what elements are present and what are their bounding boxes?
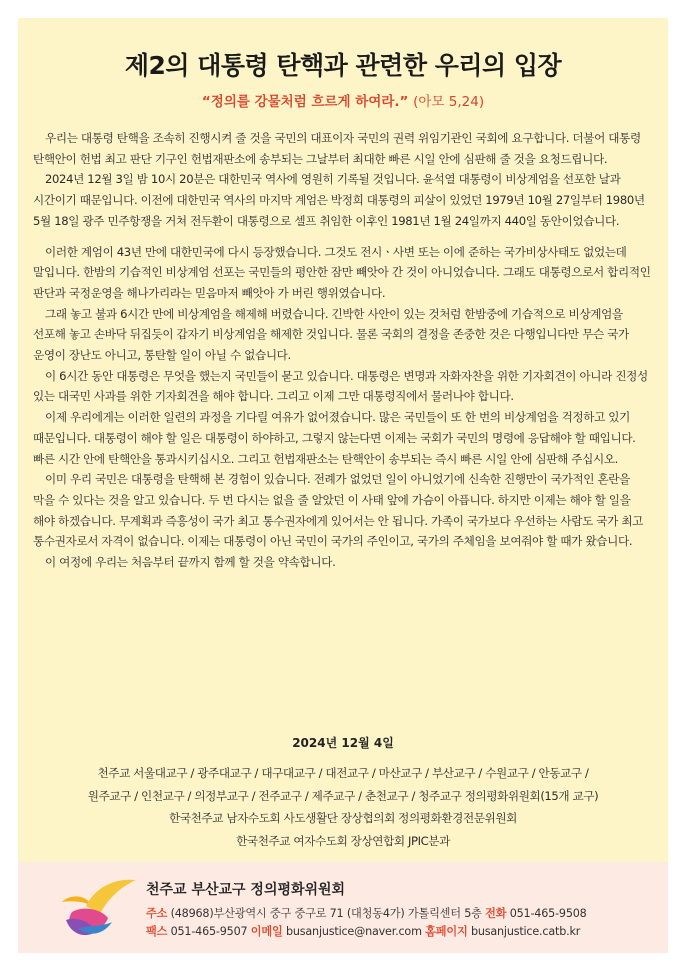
paragraph: 이 여정에 우리는 처음부터 끝까지 함께 할 것을 약속합니다.	[45, 555, 336, 570]
homepage-label: 홈페이지	[425, 925, 468, 938]
bible-quote	[18, 90, 668, 110]
email-label: 이메일	[250, 925, 283, 938]
contact-footer	[18, 862, 668, 953]
organization-name: 천주교 부산교구 정의평화위원회	[146, 882, 346, 898]
phone-value: 051-465-9508	[509, 907, 587, 920]
page-title: 제2의 대통령 탄핵과 관련한 우리의 입장	[124, 51, 562, 80]
paragraph: 이 6시간 동안 대통령은 무엇을 했는지 국민들이 묻고 있습니다. 대통령은 변명과 자화자찬을 위한 기자회견이 아니라 진정성 있는 대국민 사과를 위한 기자회견을 해야 합니다. 그리고 이제 그만 대통령직에서 물러나야 합니다.	[33, 368, 648, 404]
paragraph: 2024년 12월 3일 밤 10시 20분은 대한민국 역사에 영원히 기록될 것입니다. 윤석열 대통령이 비상계엄을 선포한 날과 시간이기 때문입니다. 이전에 대한민국 역사의 마지막 계엄은 박정희 대통령의 피살이 있었던 1979년 10월 27일부터 1980년 5월 18일 광주 민주항쟁을 거쳐 전두환이 대통령으로 셀프 취임한 이후인 1981년 1월 24일까지 440일 동안이었습니다.	[33, 172, 645, 228]
phone-label: 전화	[485, 907, 507, 920]
address-value: (48968)부산광역시 중구 중구로 71 (대청동4가) 가톨릭센터 5층	[170, 907, 482, 920]
paragraph: 이미 우리 국민은 대통령을 탄핵해 본 경험이 있습니다. 전례가 없었던 일이 아니었기에 신속한 진행만이 국가적인 혼란을 막을 수 있다는 것을 알고 있습니다. 두 번 다시는 없을 줄 알았던 이 사태 앞에 가슴이 아픕니다. 하지만 이제는 해야 할 일을 해야 하겠습니다. 무계획과 즉흥성이 국가 최고 통수권자에게 있어서는 안 됩니다. 가족이 국가보다 우선하는 사람도 국가 최고 통수권자로서 자격이 없습니다. 이제는 대통령이 아닌 국민이 국가의 주인이고, 국가의 주체임을 보여줘야 할 때가 왔습니다.	[33, 472, 644, 549]
statement-body	[33, 128, 655, 573]
signatory-line: 원주교구 / 인천교구 / 의정부교구 / 전주교구 / 제주교구 / 춘천교구 / 청주교구 정의평화위원회(15개 교구)	[87, 788, 599, 803]
quote-text: “정의를 강물처럼 흐르게 하여라.”	[201, 94, 409, 110]
statement-date: 2024년 12월 4일	[292, 736, 394, 750]
address-label: 주소	[146, 907, 168, 920]
contact-line	[146, 923, 580, 939]
address-line	[146, 905, 587, 921]
homepage-link[interactable]: busanjustice.catb.kr	[470, 925, 581, 938]
paragraph: 우리는 대통령 탄핵을 조속히 진행시켜 줄 것을 국민의 대표이자 국민의 권력 위임기관인 국회에 요구합니다. 더불어 대통령 탄핵안이 헌법 최고 판단 기구인 헌법재판소에 송부되는 그날부터 최대한 빠른 시일 안에 심판해 줄 것을 요청드립니다.	[33, 131, 641, 166]
dove-logo-icon	[56, 872, 140, 942]
statement-document	[18, 18, 668, 953]
signatory-line: 한국천주교 남자수도회 사도생활단 장상협의회 정의평화환경전문위원회	[169, 811, 517, 825]
email-link[interactable]: busanjustice@naver.com	[285, 925, 422, 938]
signatory-line: 한국천주교 여자수도회 장상연합회 JPIC분과	[236, 833, 450, 848]
paragraph: 이러한 계엄이 43년 만에 대한민국에 다시 등장했습니다. 그것도 전시ㆍ사변 또는 이에 준하는 국가비상사태도 없었는데 말입니다. 한밤의 기습적인 비상계엄 선포는 국민들의 평안한 잠만 빼앗아 간 것이 아니었습니다. 그래도 대통령으로서 합리적인 판단과 국정운영을 해나가리라는 믿음마저 빼앗아 가 버린 행위였습니다.	[33, 244, 651, 300]
fax-label: 팩스	[146, 925, 168, 938]
paragraph: 이제 우리에게는 이러한 일련의 과정을 기다릴 여유가 없어졌습니다. 많은 국민들이 또 한 번의 비상계엄을 걱정하고 있기 때문입니다. 대통령이 해야 할 일은 대통령이 하야하고, 그렇지 않는다면 이제는 국회가 국민의 명령에 응답해야 할 때입니다. 빠른 시간 안에 탄핵안을 통과시키십시오. 그리고 헌법재판소는 탄핵안이 송부되는 즉시 빠른 시일 안에 심판해 주십시오.	[33, 410, 636, 466]
fax-value: 051-465-9507	[170, 925, 248, 938]
signatory-list	[38, 762, 648, 852]
paragraph: 그래 놓고 불과 6시간 만에 비상계엄을 해제해 버렸습니다. 긴박한 사안이 있는 것처럼 한밤중에 기습적으로 비상계엄을 선포해 놓고 손바닥 뒤집듯이 갑자기 비상계엄을 해제한 것입니다. 물론 국회의 결정을 존중한 것은 다행입니다만 무슨 국가 운영이 장난도 아니고, 통탄할 일이 아닐 수 없습니다.	[33, 306, 629, 363]
quote-reference: (아모 5,24)	[413, 94, 485, 110]
signatory-line: 천주교 서울대교구 / 광주대교구 / 대구대교구 / 대전교구 / 마산교구 / 부산교구 / 수원교구 / 안동교구 /	[97, 766, 589, 780]
